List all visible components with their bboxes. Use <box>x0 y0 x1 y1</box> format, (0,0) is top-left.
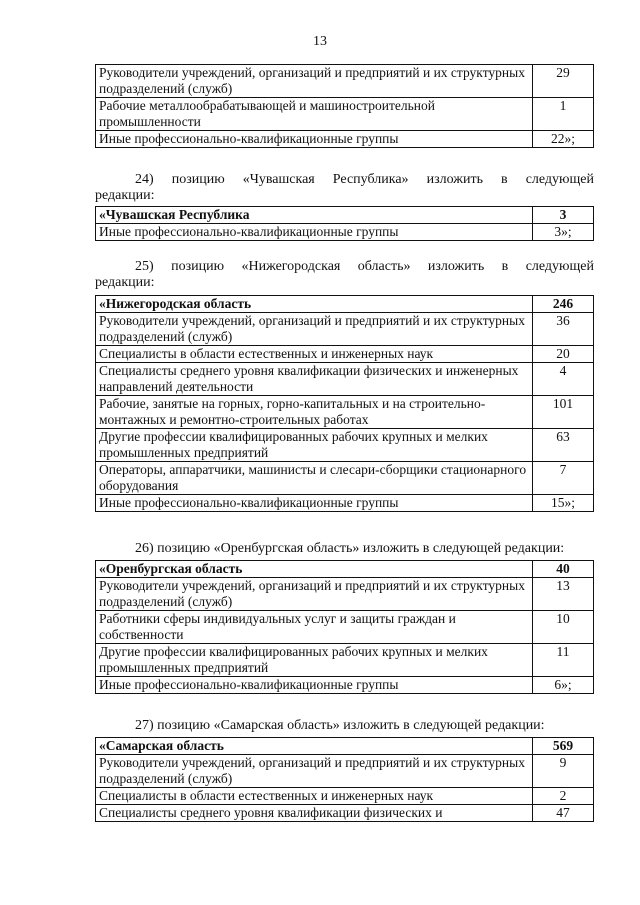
row-value: 1 <box>533 98 594 131</box>
page-number: 13 <box>313 34 327 49</box>
table-orenburg <box>95 560 594 694</box>
row-value: 11 <box>533 644 594 677</box>
row-label: Рабочие металлообрабатывающей и машиностроительной промышленности <box>96 98 533 131</box>
region-total: 40 <box>533 561 594 578</box>
region-name: «Оренбургская область <box>96 561 533 578</box>
row-value: 2 <box>533 788 594 805</box>
table-row <box>96 644 594 677</box>
table-row <box>96 578 594 611</box>
paragraph-line: редакции: <box>95 188 155 203</box>
row-label: Работники сферы индивидуальных услуг и защиты граждан и собственности <box>96 611 533 644</box>
table-row <box>96 805 594 822</box>
row-label: Специалисты в области естественных и инженерных наук <box>96 788 533 805</box>
row-label: Другие профессии квалифицированных рабочих крупных и мелких промышленных предприятий <box>96 429 533 462</box>
row-value: 101 <box>533 396 594 429</box>
row-value: 36 <box>533 313 594 346</box>
table-row <box>96 131 594 148</box>
paragraph-line: 24) позицию «Чувашская Республика» изложить в следующей <box>135 172 594 187</box>
row-label: Другие профессии квалифицированных рабочих крупных и мелких промышленных предприятий <box>96 644 533 677</box>
row-value: 3»; <box>533 224 594 241</box>
region-total: 3 <box>533 207 594 224</box>
row-label: Иные профессионально-квалификационные группы <box>96 224 533 241</box>
table-row <box>96 462 594 495</box>
row-value: 63 <box>533 429 594 462</box>
row-value: 10 <box>533 611 594 644</box>
paragraph-line: 26) позицию «Оренбургская область» изложить в следующей редакции: <box>135 541 565 556</box>
paragraph-line: редакции: <box>95 275 155 290</box>
row-label: Руководители учреждений, организаций и предприятий и их структурных подразделений (служб) <box>96 65 533 98</box>
row-label: Специалисты среднего уровня квалификации физических и инженерных направлений деятельности <box>96 363 533 396</box>
row-value: 9 <box>533 755 594 788</box>
table-header-row <box>96 561 594 578</box>
region-name: «Нижегородская область <box>96 296 533 313</box>
row-value: 6»; <box>533 677 594 694</box>
table-header-row <box>96 207 594 224</box>
row-label: Рабочие, занятые на горных, горно-капитальных и на строительно-монтажных и ремонтно-строительных работах <box>96 396 533 429</box>
table-chuvash <box>95 206 594 241</box>
region-name: «Самарская область <box>96 738 533 755</box>
row-value: 7 <box>533 462 594 495</box>
row-value: 47 <box>533 805 594 822</box>
table-row <box>96 495 594 512</box>
row-value: 29 <box>533 65 594 98</box>
row-value: 20 <box>533 346 594 363</box>
table-row <box>96 346 594 363</box>
row-label: Руководители учреждений, организаций и предприятий и их структурных подразделений (служб) <box>96 755 533 788</box>
paragraph-27 <box>95 718 594 734</box>
paragraph-26 <box>95 541 594 557</box>
table-row <box>96 755 594 788</box>
table-row <box>96 98 594 131</box>
table-row <box>96 313 594 346</box>
row-label: Операторы, аппаратчики, машинисты и слесари-сборщики стационарного оборудования <box>96 462 533 495</box>
row-value: 4 <box>533 363 594 396</box>
table-row <box>96 788 594 805</box>
paragraph-line: 27) позицию «Самарская область» изложить в следующей редакции: <box>135 718 545 733</box>
table-row <box>96 65 594 98</box>
row-label: Специалисты среднего уровня квалификации физических и <box>96 805 533 822</box>
row-label: Руководители учреждений, организаций и предприятий и их структурных подразделений (служб) <box>96 313 533 346</box>
paragraph-line: 25) позицию «Нижегородская область» изложить в следующей <box>135 259 594 274</box>
row-label: Иные профессионально-квалификационные группы <box>96 677 533 694</box>
row-label: Иные профессионально-квалификационные группы <box>96 495 533 512</box>
row-value: 13 <box>533 578 594 611</box>
table-row <box>96 363 594 396</box>
table-row <box>96 396 594 429</box>
row-label: Иные профессионально-квалификационные группы <box>96 131 533 148</box>
row-label: Руководители учреждений, организаций и предприятий и их структурных подразделений (служб) <box>96 578 533 611</box>
table-nizhny <box>95 295 594 512</box>
row-value: 22»; <box>533 131 594 148</box>
table-header-row <box>96 738 594 755</box>
table-row <box>96 611 594 644</box>
row-value: 15»; <box>533 495 594 512</box>
region-total: 569 <box>533 738 594 755</box>
table-continuation <box>95 64 594 148</box>
table-row <box>96 429 594 462</box>
table-row <box>96 677 594 694</box>
row-label: Специалисты в области естественных и инженерных наук <box>96 346 533 363</box>
region-name: «Чувашская Республика <box>96 207 533 224</box>
paragraph-24 <box>95 172 594 204</box>
paragraph-25 <box>95 259 594 291</box>
table-row <box>96 224 594 241</box>
region-total: 246 <box>533 296 594 313</box>
table-header-row <box>96 296 594 313</box>
table-samara <box>95 737 594 822</box>
